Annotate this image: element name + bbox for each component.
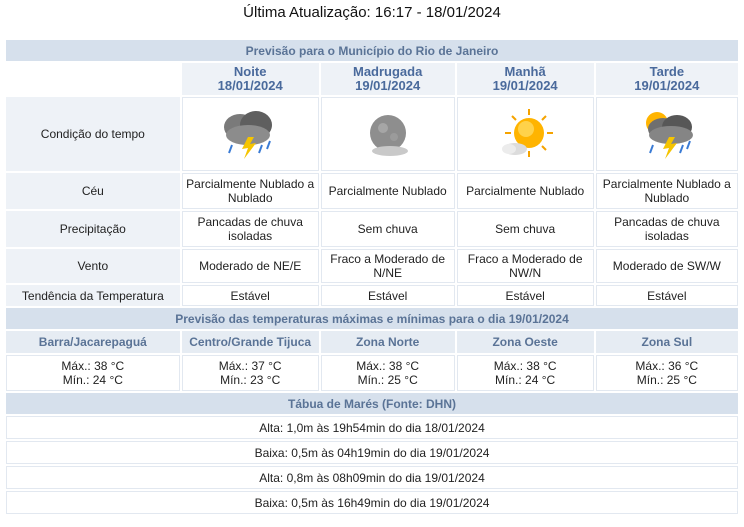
zone-temps-2: Máx.: 38 °C Mín.: 25 °C [321, 355, 455, 391]
zone-temps-4: Máx.: 36 °C Mín.: 25 °C [596, 355, 738, 391]
precip-2: Sem chuva [457, 211, 594, 247]
row-label-precip: Precipitação [6, 211, 180, 247]
sky-2: Parcialmente Nublado [457, 173, 594, 209]
wind-3: Moderado de SW/W [596, 249, 738, 283]
forecast-title: Previsão para o Município do Rio de Janeiro [6, 40, 738, 61]
tides-title: Tábua de Marés (Fonte: DHN) [6, 393, 738, 414]
temps-title: Previsão das temperaturas máximas e mínimas para o dia 19/01/2024 [6, 308, 738, 329]
tide-row-2: Alta: 0,8m às 08h09min do dia 19/01/2024 [6, 466, 738, 489]
sky-1: Parcialmente Nublado [321, 173, 455, 209]
period-header-0: Noite 18/01/2024 [182, 63, 319, 95]
trend-3: Estável [596, 285, 738, 306]
sky-0: Parcialmente Nublado a Nublado [182, 173, 319, 209]
trend-1: Estável [321, 285, 455, 306]
period-header-1: Madrugada 19/01/2024 [321, 63, 455, 95]
rain-thunder-night-icon [218, 107, 282, 161]
trend-2: Estável [457, 285, 594, 306]
cloudy-moon-icon [356, 107, 420, 161]
tide-row-3: Baixa: 0,5m às 16h49min do dia 19/01/2024 [6, 491, 738, 514]
precip-0: Pancadas de chuva isoladas [182, 211, 319, 247]
zone-header-1: Centro/Grande Tijuca [182, 331, 319, 353]
period-blank [6, 63, 180, 95]
wind-2: Fraco a Moderado de NW/N [457, 249, 594, 283]
zone-header-0: Barra/Jacarepaguá [6, 331, 180, 353]
zone-temps-3: Máx.: 38 °C Mín.: 24 °C [457, 355, 594, 391]
precip-3: Pancadas de chuva isoladas [596, 211, 738, 247]
last-update: Última Atualização: 16:17 - 18/01/2024 [243, 4, 501, 21]
forecast-table [4, 38, 740, 516]
tide-row-0: Alta: 1,0m às 19h54min do dia 18/01/2024 [6, 416, 738, 439]
zone-temps-0: Máx.: 38 °C Mín.: 24 °C [6, 355, 180, 391]
period-header-3: Tarde 19/01/2024 [596, 63, 738, 95]
trend-0: Estável [182, 285, 319, 306]
precip-1: Sem chuva [321, 211, 455, 247]
period-header-2: Manhã 19/01/2024 [457, 63, 594, 95]
tide-row-1: Baixa: 0,5m às 04h19min do dia 19/01/2024 [6, 441, 738, 464]
zone-temps-1: Máx.: 37 °C Mín.: 23 °C [182, 355, 319, 391]
row-label-trend: Tendência da Temperatura [6, 285, 180, 306]
partly-sunny-icon [493, 107, 557, 161]
sky-3: Parcialmente Nublado a Nublado [596, 173, 738, 209]
zone-header-3: Zona Oeste [457, 331, 594, 353]
wind-0: Moderado de NE/E [182, 249, 319, 283]
wind-1: Fraco a Moderado de N/NE [321, 249, 455, 283]
row-label-wind: Vento [6, 249, 180, 283]
zone-header-2: Zona Norte [321, 331, 455, 353]
zone-header-4: Zona Sul [596, 331, 738, 353]
sun-rain-thunder-icon [635, 107, 699, 161]
row-label-condition: Condição do tempo [6, 97, 180, 171]
row-label-sky: Céu [6, 173, 180, 209]
